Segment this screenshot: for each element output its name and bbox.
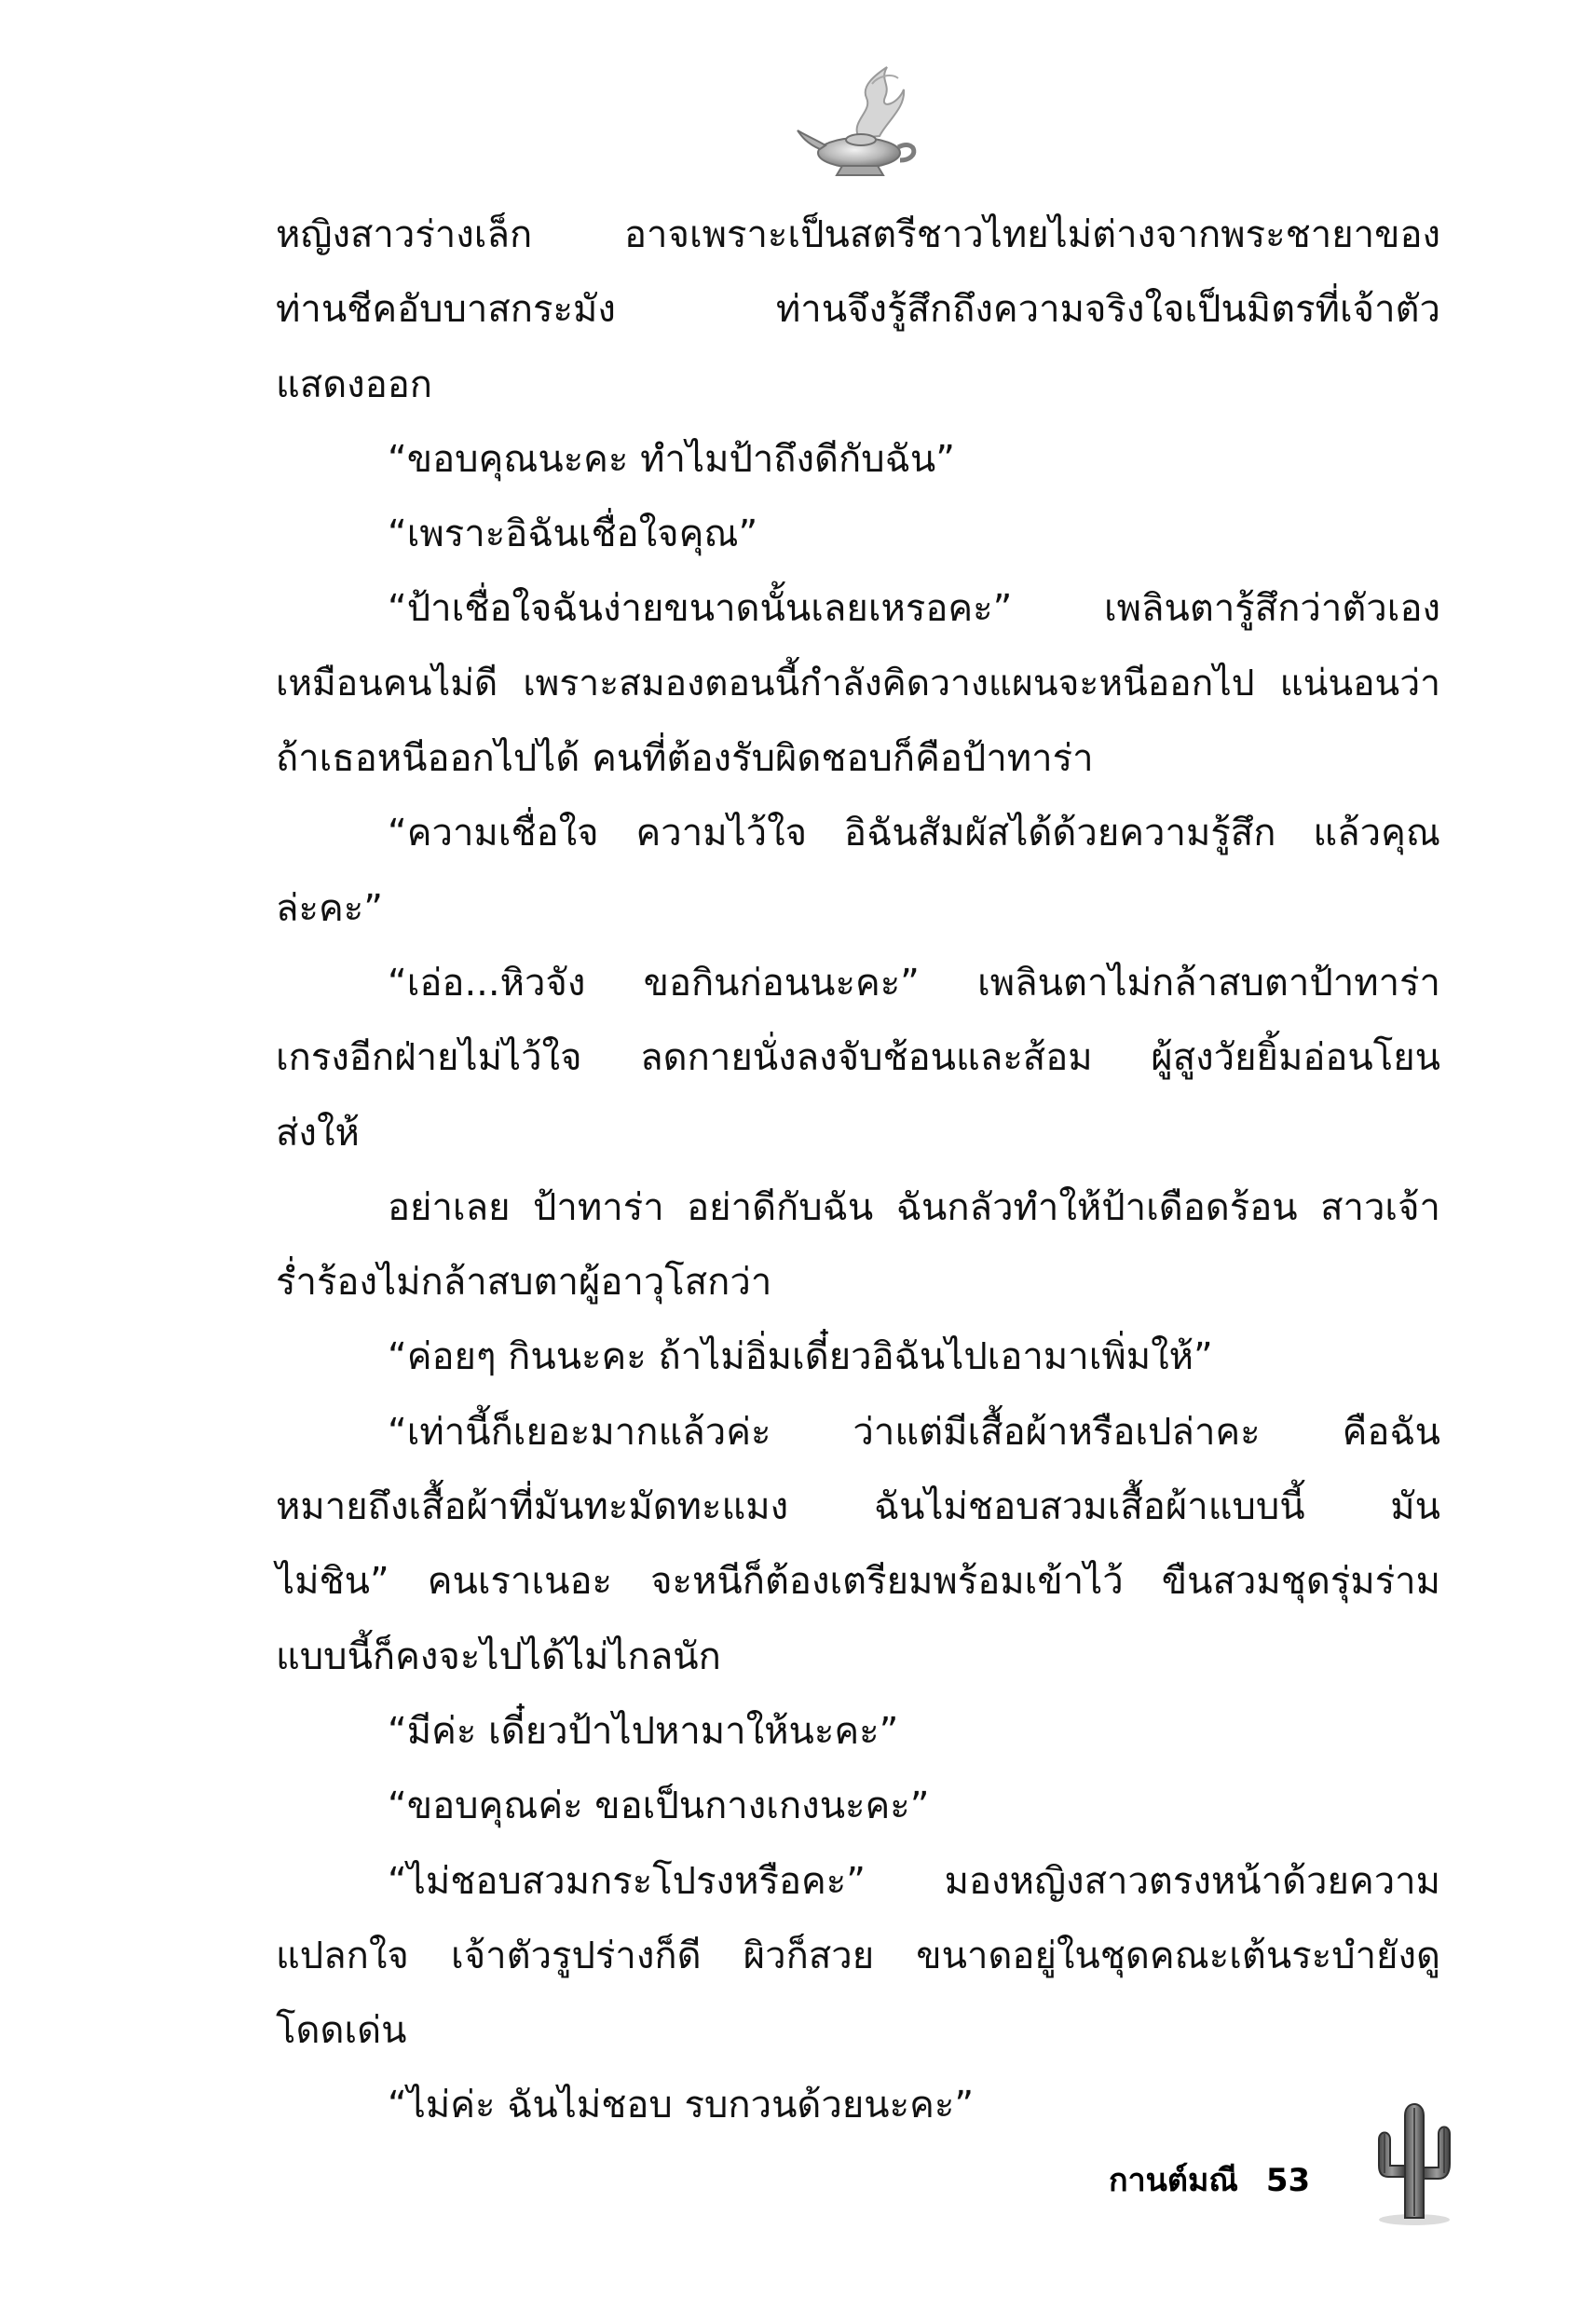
text-line: เหมือนคนไม่ดี เพราะสมองตอนนี้กำลังคิดวางแผนจะหนีออกไป แน่นอนว่า <box>276 662 1440 704</box>
text-line: “ขอบคุณค่ะ ขอเป็นกางเกงนะคะ” <box>388 1785 930 1828</box>
page-footer <box>1109 2153 1310 2208</box>
text-line: แบบนี้ก็คงจะไปได้ไม่ไกลนัก <box>276 1634 721 1678</box>
text-line: ท่านชีคอับบาสกระมัง ท่านจึงรู้สึกถึงความจริงใจเป็นมิตรที่เจ้าตัว <box>276 288 1440 332</box>
text-line: “ไม่ค่ะ ฉันไม่ชอบ รบกวนด้วยนะคะ” <box>388 2084 975 2127</box>
text-line: “ไม่ชอบสวมกระโปรงหรือคะ” มองหญิงสาวตรงหน้าด้วยความ <box>388 1859 1440 1903</box>
text-line: “ค่อยๆ กินนะคะ ถ้าไม่อิ่มเดี๋ยวอิฉันไปเอามาเพิ่มให้” <box>388 1335 1213 1379</box>
text-line: แสดงออก <box>276 362 432 406</box>
text-line: “เพราะอิฉันเชื่อใจคุณ” <box>388 513 758 556</box>
text-line: ส่งให้ <box>276 1111 360 1155</box>
text-line: ร่ำร้องไม่กล้าสบตาผู้อาวุโสกว่า <box>276 1261 772 1305</box>
text-line: “ป้าเชื่อใจฉันง่ายขนาดนั้นเลยเหรอคะ” เพลินตารู้สึกว่าตัวเอง <box>388 587 1440 631</box>
text-line: แปลกใจ เจ้าตัวรูปร่างก็ดี ผิวก็สวย ขนาดอยู่ในชุดคณะเต้นระบำยังดู <box>276 1934 1440 1977</box>
text-line: “มีค่ะ เดี๋ยวป้าไปหามาให้นะคะ” <box>388 1709 899 1753</box>
text-line: เกรงอีกฝ่ายไม่ไว้ใจ ลดกายนั่งลงจับช้อนและส้อม ผู้สูงวัยยิ้มอ่อนโยน <box>276 1036 1440 1080</box>
text-line: อย่าเลย ป้าทาร่า อย่าดีกับฉัน ฉันกลัวทำให้ป้าเดือดร้อน สาวเจ้า <box>388 1185 1440 1229</box>
genie-lamp-icon <box>794 56 934 186</box>
text-line: “ขอบคุณนะคะ ทำไมป้าถึงดีกับฉัน” <box>388 437 955 481</box>
book-title: กานต์มณี <box>1109 2162 1238 2199</box>
text-line: “ความเชื่อใจ ความไว้ใจ อิฉันสัมผัสได้ด้วยความรู้สึก แล้วคุณ <box>388 812 1440 855</box>
text-line: โดดเด่น <box>276 2009 407 2053</box>
text-line: ถ้าเธอหนีออกไปได้ คนที่ต้องรับผิดชอบก็คือป้าทาร่า <box>276 737 1094 781</box>
body-text <box>276 198 1440 2143</box>
text-line: ไม่ชิน” คนเราเนอะ จะหนีก็ต้องเตรียมพร้อมเข้าไว้ ขืนสวมชุดรุ่มร่าม <box>276 1560 1440 1604</box>
page-number: 53 <box>1265 2162 1311 2199</box>
text-line: ล่ะคะ” <box>276 886 383 930</box>
text-line: หญิงสาวร่างเล็ก อาจเพราะเป็นสตรีชาวไทยไม่ต่างจากพระชายาของ <box>276 213 1440 256</box>
text-line: “เอ่อ...หิวจัง ขอกินก่อนนะคะ” เพลินตาไม่กล้าสบตาป้าทาร่า <box>388 961 1440 1005</box>
text-line: “เท่านี้ก็เยอะมากแล้วค่ะ ว่าแต่มีเสื้อผ้าหรือเปล่าคะ คือฉัน <box>388 1410 1440 1454</box>
text-line: หมายถึงเสื้อผ้าที่มันทะมัดทะแมง ฉันไม่ชอบสวมเสื้อผ้าแบบนี้ มัน <box>276 1485 1440 1529</box>
cactus-icon <box>1360 2087 1463 2227</box>
